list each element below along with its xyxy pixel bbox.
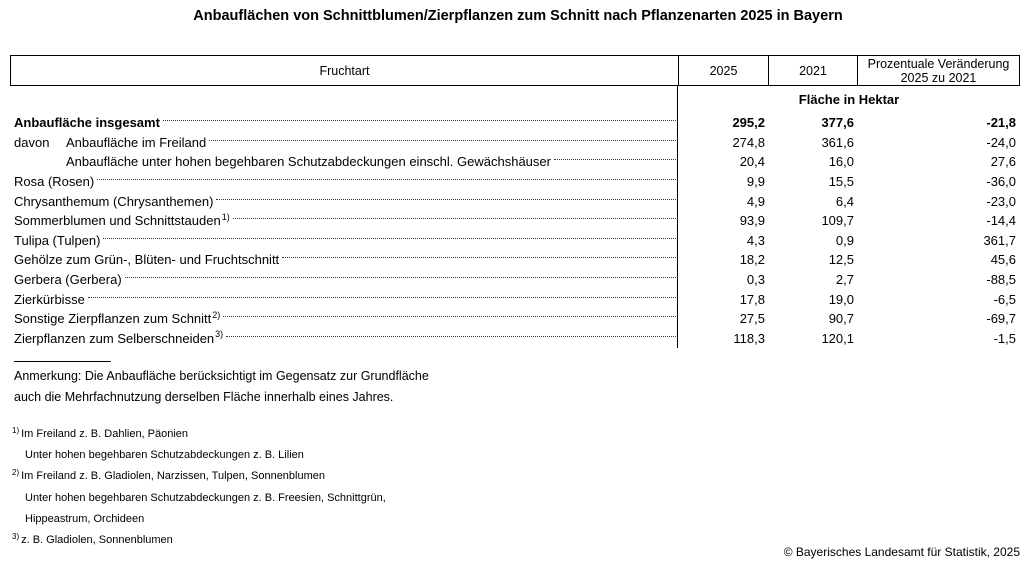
value-2021: 120,1 <box>821 330 854 346</box>
table-row <box>10 329 1020 349</box>
footnote-reference-superscript: 1) <box>221 211 230 222</box>
row-label-cell <box>10 191 678 211</box>
row-label: Sommerblumen und Schnittstauden <box>14 213 221 229</box>
value-2025: 118,3 <box>733 330 765 346</box>
footnote-text: z. B. Gladiolen, Sonnenblumen <box>21 534 173 547</box>
row-label: Chrysanthemum (Chrysanthemen) <box>14 193 214 209</box>
dot-leader <box>554 159 676 160</box>
footnote-separator-rule <box>14 361 111 362</box>
value-2025: 0,3 <box>746 272 765 288</box>
value-pct-change: -6,5 <box>993 291 1016 307</box>
dot-leader <box>103 238 676 239</box>
row-label-cell <box>10 270 678 290</box>
value-2025: 4,9 <box>746 193 765 209</box>
table-row <box>10 211 1020 231</box>
footnote-reference-superscript: 3) <box>215 329 224 340</box>
row-label: Tulipa (Tulpen) <box>14 232 101 248</box>
value-2021: 361,6 <box>821 134 854 150</box>
value-2021: 16,0 <box>828 154 854 170</box>
value-2025: 9,9 <box>746 174 765 190</box>
table-row <box>10 152 1020 172</box>
header-cell-2025 <box>679 56 769 85</box>
row-label: Sonstige Zierpflanzen zum Schnitt <box>14 311 212 327</box>
dot-leader <box>97 179 676 180</box>
dot-leader <box>209 140 676 141</box>
row-label-cell <box>10 250 678 270</box>
row-label-cell <box>10 172 678 192</box>
row-label: Zierpflanzen zum Selberschneiden <box>14 330 215 346</box>
value-2021: 2,7 <box>835 272 854 288</box>
value-2021: 109,7 <box>821 213 854 229</box>
footnote-marker: 1) <box>12 426 20 435</box>
row-label-cell <box>10 152 678 172</box>
value-2025: 4,3 <box>746 232 765 248</box>
dot-leader <box>125 277 676 278</box>
value-pct-change: 45,6 <box>990 252 1016 268</box>
row-label-cell <box>10 113 678 133</box>
value-pct-change: -88,5 <box>986 272 1016 288</box>
footnote-reference-superscript: 2) <box>212 309 221 320</box>
value-pct-change: -1,5 <box>993 330 1016 346</box>
subheader-spacer <box>10 86 678 113</box>
table-header-row <box>10 55 1020 86</box>
value-2021: 90,7 <box>828 311 854 327</box>
value-pct-change: -69,7 <box>986 311 1016 327</box>
row-label-cell <box>10 133 678 153</box>
value-2025: 17,8 <box>739 291 765 307</box>
row-label: Gerbera (Gerbera) <box>14 272 122 288</box>
value-2021: 0,9 <box>835 232 854 248</box>
header-label-fruchtart: Fruchtart <box>319 63 370 78</box>
table-row <box>10 191 1020 211</box>
value-2021: 15,5 <box>828 174 854 190</box>
footnote-continuation-line: Unter hohen begehbaren Schutzabdeckungen z. B. Freesien, Schnittgrün, <box>25 491 386 504</box>
table-rows-container <box>10 113 1020 348</box>
value-pct-change: -36,0 <box>986 174 1016 190</box>
row-label: Zierkürbisse <box>14 291 85 307</box>
row-label: Anbaufläche unter hohen begehbaren Schutzabdeckungen einschl. Gewächshäuser <box>66 154 551 170</box>
footnote-item <box>10 466 386 487</box>
footnote-marker: 3) <box>12 532 20 542</box>
table-row <box>10 309 1020 329</box>
header-label-2021: 2021 <box>799 63 827 78</box>
anmerkung-line-2: auch die Mehrfachnutzung derselben Fläche innerhalb eines Jahres. <box>14 390 394 404</box>
table-row <box>10 231 1020 251</box>
value-2021: 6,4 <box>835 193 854 209</box>
footnote-item <box>10 424 386 445</box>
row-label-cell <box>10 329 678 349</box>
value-2025: 274,8 <box>732 134 765 150</box>
dot-leader <box>216 199 676 200</box>
dot-leader <box>88 297 676 298</box>
value-pct-change: -24,0 <box>986 134 1016 150</box>
footnote-continuation-line: Hippeastrum, Orchideen <box>25 512 145 525</box>
footnote-text: Im Freiland z. B. Dahlien, Päonien <box>21 428 189 440</box>
row-label-cell <box>10 289 678 309</box>
value-pct-change: -14,4 <box>986 213 1016 229</box>
value-pct-change: -21,8 <box>986 115 1016 131</box>
dot-leader <box>223 316 676 317</box>
table-row <box>10 289 1020 309</box>
header-cell-2021 <box>769 56 858 85</box>
row-label: Anbaufläche im Freiland <box>66 134 207 150</box>
anmerkung-line-1: Anmerkung: Die Anbaufläche berücksichtigt im Gegensatz zur Grundfläche <box>14 369 429 383</box>
value-pct-change: 361,7 <box>983 232 1016 248</box>
anmerkung-block <box>10 356 429 408</box>
table-row <box>10 113 1020 133</box>
row-prefix-davon: davon <box>14 134 50 150</box>
value-2025: 27,5 <box>739 311 765 327</box>
value-2021: 377,6 <box>821 115 854 131</box>
value-pct-change: -23,0 <box>986 193 1016 209</box>
row-label-cell <box>10 309 678 329</box>
table-row <box>10 270 1020 290</box>
header-cell-prozentuale-veraenderung <box>858 56 1019 85</box>
dot-leader <box>226 336 676 337</box>
value-2021: 19,0 <box>828 291 854 307</box>
row-label: Rosa (Rosen) <box>14 174 95 190</box>
table-row <box>10 172 1020 192</box>
dot-leader <box>233 218 676 219</box>
value-2025: 18,2 <box>739 252 765 268</box>
row-label-cell <box>10 211 678 231</box>
copyright-text: © Bayerisches Landesamt für Statistik, 2025 <box>783 545 1020 559</box>
value-2025: 20,4 <box>739 154 765 170</box>
dot-leader <box>282 257 676 258</box>
dot-leader <box>163 120 676 121</box>
footnote-marker: 2) <box>12 468 20 478</box>
footnote-continuation-line: Unter hohen begehbaren Schutzabdeckungen z. B. Lilien <box>25 449 304 462</box>
page-title: Anbauflächen von Schnittblumen/Zierpflanzen zum Schnitt nach Pflanzenarten 2025 in Bayern <box>193 8 843 24</box>
footnote-text: Im Freiland z. B. Gladiolen, Narzissen, Tulpen, Sonnenblumen <box>21 470 326 483</box>
header-cell-fruchtart <box>11 56 679 85</box>
value-pct-change: 27,6 <box>990 154 1016 170</box>
table-body <box>10 86 1020 348</box>
table-row <box>10 133 1020 153</box>
header-label-2025: 2025 <box>709 63 738 78</box>
value-2021: 12,5 <box>828 252 854 268</box>
footnote-item <box>10 530 386 551</box>
value-2025: 295,2 <box>732 115 765 131</box>
subheader-flaeche-in-hektar: Fläche in Hektar <box>798 92 900 107</box>
row-label: Anbaufläche insgesamt <box>14 115 160 131</box>
header-label-pct-line2: 2025 zu 2021 <box>900 70 977 85</box>
table-subheader-row <box>10 86 1020 113</box>
value-2025: 93,9 <box>739 213 765 229</box>
row-label: Gehölze zum Grün-, Blüten- und Fruchtschnitt <box>14 252 280 268</box>
footnotes-block <box>10 424 386 551</box>
table-row <box>10 250 1020 270</box>
header-label-pct-line1: Prozentuale Veränderung <box>867 56 1010 71</box>
row-label-cell <box>10 231 678 251</box>
